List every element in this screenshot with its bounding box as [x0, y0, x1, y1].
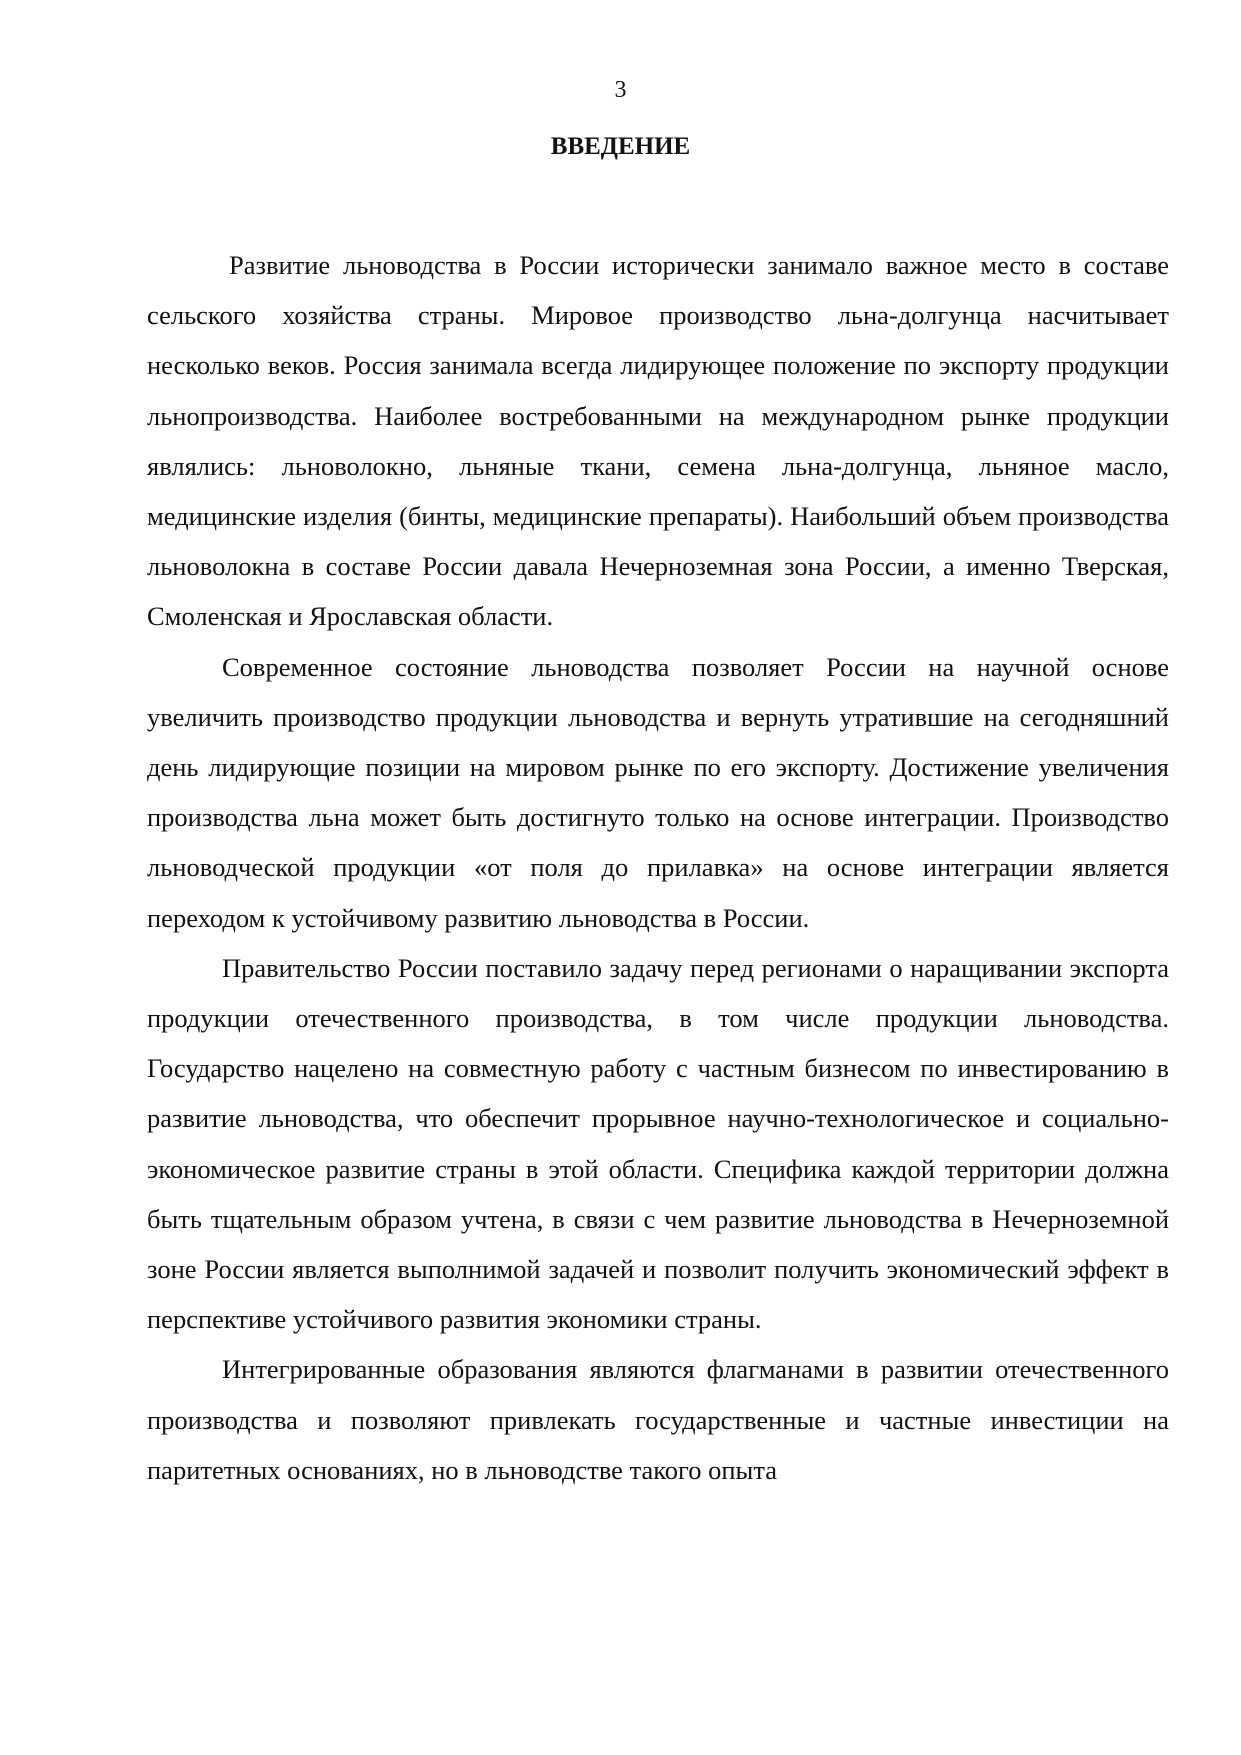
page-number: 3: [614, 77, 627, 103]
paragraph-1: Развитие льноводства в России исторически занимало важное место в составе сельского хозяйства страны. Мировое производство льна-долгунца насчитывает несколько веков. Россия занимала всегда лидирующее положение по экспорту продукции льнопроизводства. Наиболее востребованными на международном рынке продукции являлись: льноволокно, льняные ткани, семена льна-долгунца, льняное масло, медицинские изделия (бинты, медицинские препараты). Наибольший объем производства льноволокна в составе России давала Нечерноземная зона России, а именно Тверская, Смоленская и Ярославская области.: [147, 250, 1169, 632]
paragraph-2: Современное состояние льноводства позволяет России на научной основе увеличить производство продукции льноводства и вернуть утратившие на сегодняшний день лидирующие позиции на мировом рынке по его экспорту. Достижение увеличения производства льна может быть достигнуто только на основе интеграции. Производство льноводческой продукции «от поля до прилавка» на основе интеграции является переходом к устойчивому развитию льноводства в России.: [147, 651, 1169, 933]
paragraph-3: Правительство России поставило задачу перед регионами о наращивании экспорта продукции отечественного производства, в том числе продукции льноводства. Государство нацелено на совместную работу с частным бизнесом по инвестированию в развитие льноводства, что обеспечит прорывное научно-технологическое и социально-экономическое развитие страны в этой области. Специфика каждой территории должна быть тщательным образом учтена, в связи с чем развитие льноводства в Нечерноземной зоне России является выполнимой задачей и позволит получить экономический эффект в перспективе устойчивого развития экономики страны.: [147, 952, 1169, 1335]
page-title: ВВЕДЕНИЕ: [550, 133, 691, 160]
paragraph-4: Интегрированные образования являются флагманами в развитии отечественного производства и позволяют привлекать государственные и частные инвестиции на паритетных основаниях, но в льноводстве такого опыта: [147, 1354, 1169, 1485]
document-body: [147, 240, 1169, 1495]
